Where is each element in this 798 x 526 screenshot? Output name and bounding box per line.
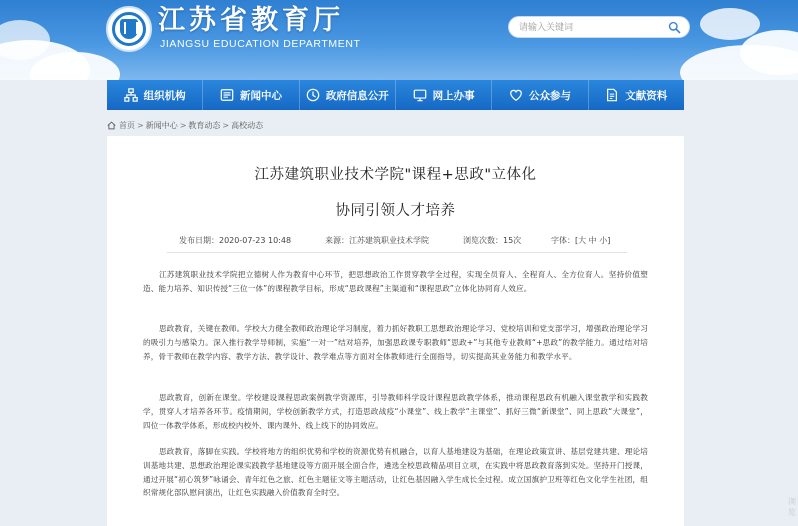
- breadcrumb-separator: >: [222, 120, 230, 130]
- article-meta: [179, 235, 649, 247]
- nav-label: 新闻中心: [239, 89, 282, 102]
- news-icon: [220, 88, 234, 102]
- nav-item-news[interactable]: [203, 80, 299, 110]
- article-title-line1: 江苏建筑职业技术学院"课程+思政"立体化: [254, 167, 537, 183]
- nav-label: 政府信息公开: [325, 89, 389, 102]
- breadcrumb: [107, 116, 684, 134]
- breadcrumb-education-news[interactable]: 教育动态: [188, 120, 221, 130]
- breadcrumb-home[interactable]: 首页: [119, 120, 135, 130]
- gov-info-icon: [306, 88, 320, 102]
- publish-date: 发布日期：2020-07-23 10:48: [179, 236, 292, 245]
- public-participation-icon: [509, 88, 523, 102]
- nav-item-online-service[interactable]: [396, 80, 492, 110]
- breadcrumb-news-center[interactable]: 新闻中心: [145, 120, 178, 130]
- education-logo[interactable]: [106, 6, 152, 52]
- article-paragraph: 思政教育，创新在课堂。学校建设课程思政案例教学资源库，引导教师科学设计课程思政教学体系，推动课程思政有机融入课堂教学和实践教学，贯穿人才培养各环节。疫情期间，学校创新教学方式，打造思政战疫“小课堂”、线上教学“主课堂”、抓好三微“新课堂”、同上思政“大课堂”，四位一体教学体系，形成校内校外、课内课外、线上线下的协同效应。: [143, 393, 648, 430]
- search-icon[interactable]: [668, 21, 681, 34]
- nav-item-documents[interactable]: [589, 80, 684, 110]
- site-header: [0, 0, 798, 80]
- breadcrumb-separator: >: [137, 120, 144, 130]
- documents-icon: [605, 88, 619, 102]
- online-service-icon: [413, 88, 427, 102]
- main-nav: [107, 80, 684, 110]
- view-count: 浏览次数：15次: [463, 236, 522, 245]
- search-box: [508, 16, 690, 38]
- site-subtitle: JIANGSU EDUCATION DEPARTMENT: [160, 38, 361, 50]
- nav-label: 文献资料: [625, 89, 668, 102]
- article-panel: [107, 136, 684, 526]
- nav-item-public-participation[interactable]: [492, 80, 588, 110]
- breadcrumb-separator: >: [179, 120, 187, 130]
- search-input[interactable]: [519, 20, 659, 35]
- side-floating-tag[interactable]: 浏览: [788, 497, 796, 517]
- org-chart-icon: [124, 88, 138, 102]
- nav-item-gov-info[interactable]: [300, 80, 396, 110]
- article-paragraph: 思政教育，关键在教师。学校大力健全教师政治理论学习制度，着力抓好教职工思想政治理论学习、党校培训和党支部学习，增强政治理论学习的吸引力与感染力。深入推行教学导师制，实施“一对一”结对培养，加强思政课专职教师“思政+”与其他专业教师“+思政”的教学能力。通过结对培养，骨干教师在教学内容、教学方法、教学设计、教学难点等方面对全体教师进行全面指导，切实提高其业务能力和教学水平。: [143, 324, 648, 361]
- article-paragraph: 思政教育，落脚在实践。学校将地方的组织优势和学校的资源优势有机融合，以育人基地建设为基础，在理论政策宣讲、基层党建共建、理论培训基地共建、思想政治理论课实践教学基地建设等方面开展全面合作，遴选全校思政精品项目立项，在实践中将思政教育落到实处。坚持开门授课，通过开展“初心筑梦”咏诵会、青年红色之旅、红色主题征文等主题活动，让红色基因融入学生成长全过程。成立国旗护卫班等红色文化学生社团，组织常规化部队慰问演出，让红色实践融入价值教育全时空。: [143, 447, 648, 498]
- article-paragraph: 江苏建筑职业技术学院把立德树人作为教育中心环节，把思想政治工作贯穿教学全过程，实现全员育人、全程育人、全方位育人。坚持价值塑造、能力培养、知识传授“三位一体”的课程教学目标，形成“思政课程”主渠道和“课程思政”立体化协同育人效应。: [143, 270, 648, 293]
- article-title-line2: 协同引领人才培养: [335, 203, 456, 219]
- nav-label: 网上办事: [432, 89, 475, 102]
- breadcrumb-university-news[interactable]: 高校动态: [231, 120, 264, 130]
- font-size-control[interactable]: 字体：[大 中 小]: [551, 236, 611, 245]
- nav-item-organization[interactable]: [107, 80, 203, 110]
- nav-label: 公众参与: [528, 89, 571, 102]
- cloud-decoration: [700, 8, 760, 40]
- nav-label: 组织机构: [143, 89, 186, 102]
- article-source: 来源：江苏建筑职业技术学院: [325, 236, 429, 245]
- home-icon: [107, 121, 116, 130]
- meta-divider: [167, 252, 627, 253]
- site-title: 江苏省教育厅: [158, 5, 344, 36]
